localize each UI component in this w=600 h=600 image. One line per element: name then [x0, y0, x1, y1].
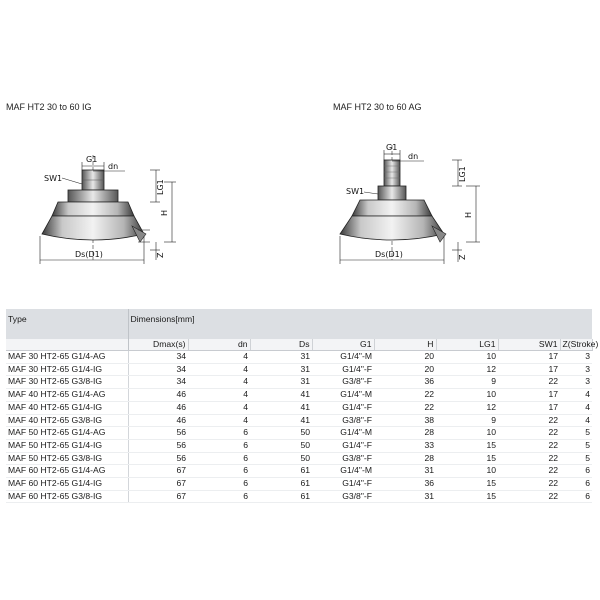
- dimension-cell: 56: [128, 452, 188, 465]
- dimension-cell: 4: [560, 401, 592, 414]
- dimension-cell: 10: [436, 351, 498, 364]
- dimension-cell: 17: [498, 363, 560, 376]
- table-row: [6, 351, 592, 364]
- dimension-cell: 22: [498, 452, 560, 465]
- product-type-cell: MAF 50 HT2-65 G3/8-IG: [6, 452, 128, 465]
- product-type-cell: MAF 30 HT2-65 G3/8-IG: [6, 376, 128, 389]
- dimension-cell: 50: [250, 452, 312, 465]
- ds-label: Ds(D1): [375, 250, 403, 259]
- table-body: [6, 351, 592, 503]
- col-header: LG1: [436, 339, 498, 351]
- dimension-cell: 15: [436, 490, 498, 503]
- dimension-cell: 22: [498, 439, 560, 452]
- table-row: [6, 376, 592, 389]
- table-row: [6, 478, 592, 491]
- dimension-cell: 9: [436, 376, 498, 389]
- ds-label: Ds(D1): [75, 250, 103, 259]
- g1-label: G1: [86, 155, 98, 164]
- dimension-cell: 6: [188, 427, 250, 440]
- dimension-cell: 67: [128, 465, 188, 478]
- dimension-cell: 31: [250, 363, 312, 376]
- dimension-cell: G3/8"-F: [312, 490, 374, 503]
- dimension-cell: 41: [250, 414, 312, 427]
- dimensions-table: [6, 309, 599, 503]
- dimension-cell: 22: [498, 490, 560, 503]
- z-label: Z: [156, 252, 165, 258]
- dimension-cell: 12: [436, 401, 498, 414]
- dimension-cell: 22: [498, 478, 560, 491]
- product-type-cell: MAF 60 HT2-65 G3/8-IG: [6, 490, 128, 503]
- dimension-cell: 61: [250, 490, 312, 503]
- dimension-cell: 6: [560, 490, 592, 503]
- dimension-cell: G1/4"-F: [312, 401, 374, 414]
- dimension-cell: 36: [374, 376, 436, 389]
- right-technical-drawing: [320, 140, 600, 270]
- table-row: [6, 389, 592, 402]
- dimension-cell: 20: [374, 363, 436, 376]
- col-header: SW1: [498, 339, 560, 351]
- dimension-cell: 67: [128, 490, 188, 503]
- product-type-cell: MAF 60 HT2-65 G1/4-AG: [6, 465, 128, 478]
- dimension-cell: 15: [436, 452, 498, 465]
- dimension-cell: 36: [374, 478, 436, 491]
- dimension-cell: 34: [128, 351, 188, 364]
- dimension-cell: 56: [128, 439, 188, 452]
- table-row: [6, 363, 592, 376]
- dimension-cell: 15: [436, 439, 498, 452]
- cup-upper: [352, 200, 432, 216]
- dimension-cell: 17: [498, 351, 560, 364]
- dimension-cell: 4: [188, 376, 250, 389]
- dimension-cell: 46: [128, 401, 188, 414]
- lg1-label: LG1: [458, 166, 467, 182]
- dimension-cell: 10: [436, 427, 498, 440]
- table-column-header-row: [6, 339, 592, 351]
- col-header: Ds: [250, 339, 312, 351]
- dimension-cell: 61: [250, 465, 312, 478]
- dimension-cell: 10: [436, 465, 498, 478]
- dimension-cell: 4: [188, 414, 250, 427]
- dimension-cell: 15: [436, 478, 498, 491]
- dimension-cell: 4: [560, 414, 592, 427]
- left-view-title: MAF HT2 30 to 60 IG: [6, 102, 92, 112]
- dimension-cell: 6: [188, 478, 250, 491]
- left-technical-drawing: [0, 150, 300, 270]
- dimension-cell: 28: [374, 427, 436, 440]
- dimension-cell: G3/8"-F: [312, 452, 374, 465]
- dimension-cell: 50: [250, 427, 312, 440]
- dimension-cell: 3: [560, 376, 592, 389]
- product-type-cell: MAF 50 HT2-65 G1/4-AG: [6, 427, 128, 440]
- h-label: H: [464, 211, 473, 218]
- dimension-cell: 17: [498, 389, 560, 402]
- dimension-cell: G1/4"-F: [312, 439, 374, 452]
- dimension-cell: 33: [374, 439, 436, 452]
- dn-label: dn: [108, 162, 119, 171]
- dimension-cell: 22: [498, 414, 560, 427]
- dimension-cell: 31: [250, 351, 312, 364]
- dimension-cell: 34: [128, 363, 188, 376]
- sw1-label: SW1: [44, 174, 63, 183]
- dimension-cell: 6: [560, 465, 592, 478]
- dimension-cell: 41: [250, 389, 312, 402]
- col-header: H: [374, 339, 436, 351]
- right-view-title: MAF HT2 30 to 60 AG: [333, 102, 422, 112]
- dimension-cell: 3: [560, 363, 592, 376]
- dimension-cell: 22: [498, 465, 560, 478]
- col-header: dn: [188, 339, 250, 351]
- table-row: [6, 401, 592, 414]
- product-type-cell: MAF 30 HT2-65 G1/4-AG: [6, 351, 128, 364]
- table-row: [6, 452, 592, 465]
- col-header: Z(Stroke): [560, 339, 592, 351]
- dimension-cell: 4: [188, 351, 250, 364]
- z-label: Z: [458, 254, 467, 260]
- dimension-cell: 67: [128, 478, 188, 491]
- product-type-cell: MAF 60 HT2-65 G1/4-IG: [6, 478, 128, 491]
- dimension-cell: G3/8"-F: [312, 376, 374, 389]
- dimension-cell: 22: [374, 389, 436, 402]
- dimension-cell: G1/4"-M: [312, 351, 374, 364]
- table-row: [6, 439, 592, 452]
- dimension-cell: 28: [374, 452, 436, 465]
- dimension-cell: 5: [560, 439, 592, 452]
- dimension-cell: G3/8"-F: [312, 414, 374, 427]
- table-row: [6, 490, 592, 503]
- dimension-cell: 10: [436, 389, 498, 402]
- product-type-cell: MAF 40 HT2-65 G3/8-IG: [6, 414, 128, 427]
- dimensions-group-header: Dimensions[mm]: [128, 309, 592, 339]
- lg1-label: LG1: [156, 179, 165, 195]
- threaded-stud: [384, 160, 400, 186]
- table-row: [6, 414, 592, 427]
- dimension-cell: 6: [188, 439, 250, 452]
- dimension-cell: 4: [188, 401, 250, 414]
- h-label: H: [160, 209, 169, 216]
- dimension-cell: 4: [560, 389, 592, 402]
- dimension-cell: 38: [374, 414, 436, 427]
- dimension-cell: 22: [374, 401, 436, 414]
- body: [68, 190, 118, 202]
- dimension-cell: 9: [436, 414, 498, 427]
- table-row: [6, 465, 592, 478]
- dimension-cell: 4: [188, 363, 250, 376]
- dimension-cell: 3: [560, 351, 592, 364]
- product-type-cell: MAF 40 HT2-65 G1/4-AG: [6, 389, 128, 402]
- g1-label: G1: [386, 143, 398, 152]
- dimension-cell: 22: [498, 427, 560, 440]
- dimension-cell: 41: [250, 401, 312, 414]
- dimension-cell: 5: [560, 452, 592, 465]
- dimension-cell: 61: [250, 478, 312, 491]
- dimension-cell: 56: [128, 427, 188, 440]
- dimension-cell: 6: [560, 478, 592, 491]
- table-header-row: [6, 309, 592, 339]
- sw1-label: SW1: [346, 187, 365, 196]
- dimension-cell: 6: [188, 490, 250, 503]
- dimension-cell: 6: [188, 465, 250, 478]
- dimension-cell: 31: [250, 376, 312, 389]
- product-type-cell: MAF 50 HT2-65 G1/4-IG: [6, 439, 128, 452]
- dimension-cell: G1/4"-F: [312, 478, 374, 491]
- type-header: Type: [6, 309, 128, 339]
- product-type-cell: MAF 30 HT2-65 G1/4-IG: [6, 363, 128, 376]
- dimension-cell: 34: [128, 376, 188, 389]
- dimension-cell: G1/4"-M: [312, 465, 374, 478]
- col-header: Dmax(s): [128, 339, 188, 351]
- dimension-cell: 31: [374, 490, 436, 503]
- cup-lip: [340, 216, 444, 240]
- dimension-cell: 12: [436, 363, 498, 376]
- product-type-cell: MAF 40 HT2-65 G1/4-IG: [6, 401, 128, 414]
- dimension-cell: 46: [128, 414, 188, 427]
- dimension-cell: G1/4"-F: [312, 363, 374, 376]
- dn-label: dn: [408, 152, 419, 161]
- dimension-cell: G1/4"-M: [312, 389, 374, 402]
- dimension-cell: 6: [188, 452, 250, 465]
- dimension-cell: G1/4"-M: [312, 427, 374, 440]
- hex-nut: [378, 186, 406, 200]
- dimension-cell: 50: [250, 439, 312, 452]
- dimension-cell: 46: [128, 389, 188, 402]
- cup-upper: [52, 202, 134, 216]
- dimension-cell: 22: [498, 376, 560, 389]
- dimension-cell: 31: [374, 465, 436, 478]
- dimension-cell: 17: [498, 401, 560, 414]
- cup-lip: [42, 216, 144, 240]
- dimension-cell: 5: [560, 427, 592, 440]
- table-row: [6, 427, 592, 440]
- col-header: G1: [312, 339, 374, 351]
- dimension-cell: 4: [188, 389, 250, 402]
- dimension-cell: 20: [374, 351, 436, 364]
